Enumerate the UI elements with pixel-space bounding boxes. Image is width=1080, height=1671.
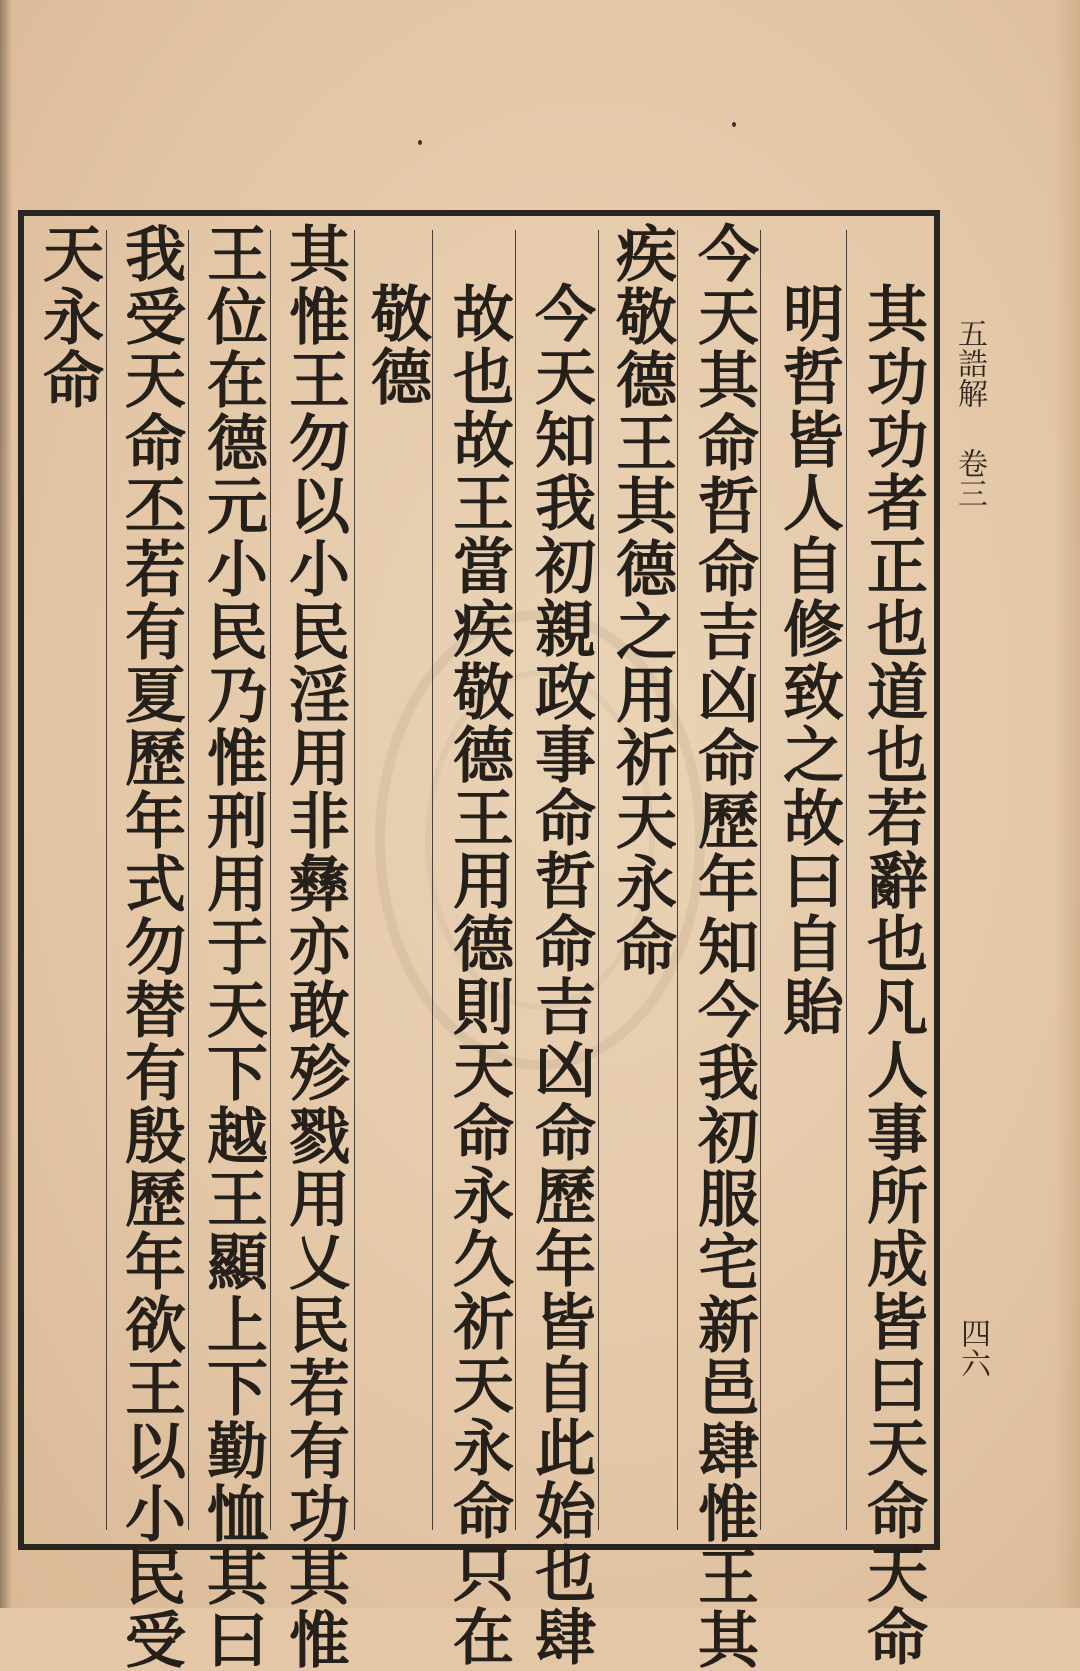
column-divider	[760, 230, 761, 1530]
paper-speck	[732, 122, 736, 127]
column-divider	[188, 230, 189, 1530]
text-column-1: 其功功者正也道也若辭也凡人事所成皆曰天命天命	[857, 282, 928, 1668]
book-title: 五誥解	[952, 318, 987, 408]
text-column-6: 故也故王當疾敬德王用德則天命永久祈天永命只在	[443, 282, 514, 1668]
text-column-2: 明哲皆人自修致之故曰自貽	[773, 282, 844, 1038]
text-column-4: 疾敬德王其德之用祈天永命	[606, 222, 677, 978]
column-divider	[432, 230, 433, 1530]
column-divider	[354, 230, 355, 1530]
running-head	[952, 318, 986, 508]
column-divider	[515, 230, 516, 1530]
text-column-7: 敬德	[361, 282, 432, 408]
page-number: 四六	[955, 1318, 990, 1378]
volume-label: 卷三	[952, 448, 987, 508]
text-column-8: 其惟王勿以小民淫用非彝亦敢殄戮用乂民若有功其惟	[279, 222, 350, 1671]
column-divider	[106, 230, 107, 1530]
paper-speck	[418, 140, 422, 145]
text-column-10: 我受天命丕若有夏歷年式勿替有殷歷年欲王以小民受	[115, 222, 186, 1671]
column-divider	[598, 230, 599, 1530]
column-divider	[677, 230, 678, 1530]
text-column-3: 今天其命哲命吉凶命歷年知今我初服宅新邑肆惟王其	[688, 222, 759, 1671]
column-divider	[846, 230, 847, 1530]
text-column-5: 今天知我初親政事命哲命吉凶命歷年皆自此始也肆	[525, 282, 596, 1668]
page-gutter-shadow	[0, 0, 12, 1608]
text-column-11: 天永命	[33, 222, 104, 411]
text-column-9: 王位在德元小民乃惟刑用于天下越王顯上下勤恤其曰	[197, 222, 268, 1671]
column-divider	[270, 230, 271, 1530]
page-edge	[1054, 0, 1080, 1608]
